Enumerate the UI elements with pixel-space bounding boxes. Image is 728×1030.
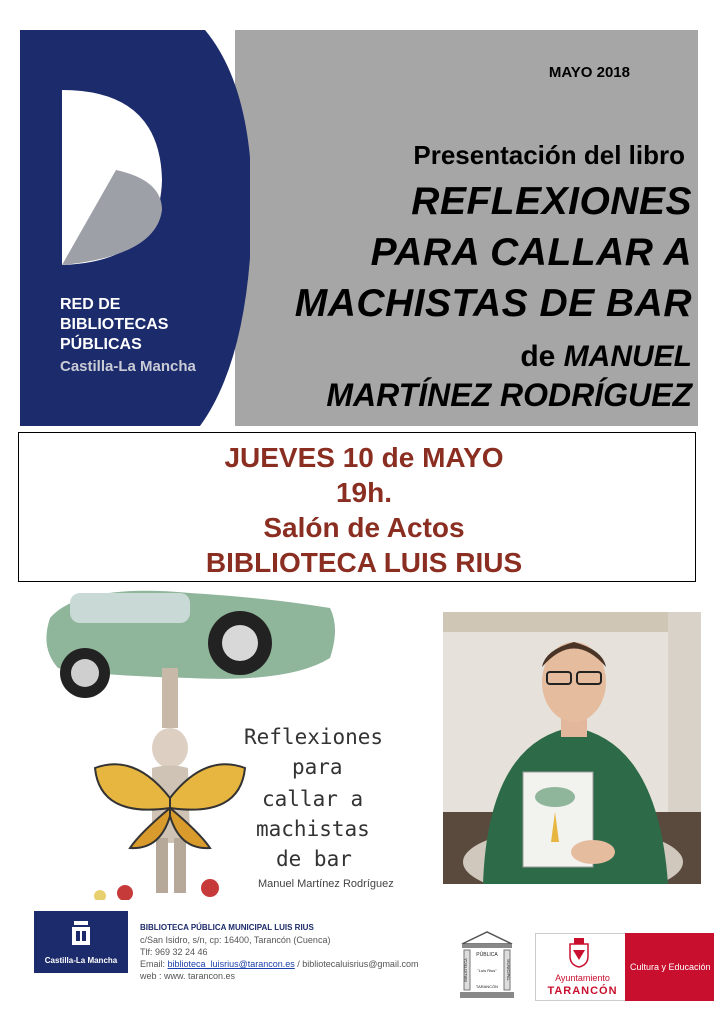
cover-title-line: Reflexiones xyxy=(244,725,384,749)
network-line: RED DE xyxy=(60,296,121,313)
cover-title-line: para xyxy=(292,755,343,779)
library-logo-center: "Luis Rius" xyxy=(477,968,497,973)
library-phone: Tlf: 969 32 24 46 xyxy=(140,947,208,957)
library-email-line xyxy=(140,958,440,970)
event-month: MAYO 2018 xyxy=(548,64,630,81)
network-name xyxy=(60,295,168,355)
ayuntamiento-label: Ayuntamiento xyxy=(555,973,610,983)
library-logo xyxy=(456,930,518,1002)
library-logo-left: BIBLIOTECA xyxy=(463,958,468,982)
email-separator: / xyxy=(294,959,303,969)
library-web: web : www. tarancon.es xyxy=(140,971,236,981)
author-photo xyxy=(443,612,701,884)
book-title-line: PARA CALLAR A xyxy=(370,231,692,274)
library-contact xyxy=(140,922,440,982)
author-surname: MARTÍNEZ RODRÍGUEZ xyxy=(326,377,692,413)
author-first-name: MANUEL xyxy=(563,340,692,373)
cover-author: Manuel Martínez Rodríguez xyxy=(258,878,394,890)
library-address: c/San Isidro, s/n, cp: 16400, Tarancón (Cuenca) xyxy=(140,935,331,945)
library-logo-right: MUNICIPAL xyxy=(506,959,511,981)
event-date: JUEVES 10 de MAYO xyxy=(224,442,504,473)
email-label: Email: xyxy=(140,959,166,969)
network-region: Castilla-La Mancha xyxy=(60,358,196,375)
cover-title-line: machistas xyxy=(256,817,370,841)
network-line: BIBLIOTECAS xyxy=(60,316,169,333)
library-name: BIBLIOTECA PÚBLICA MUNICIPAL LUIS RIUS xyxy=(140,923,314,932)
event-time: 19h. xyxy=(335,477,393,508)
email-link[interactable]: biblioteca_luisrius@tarancon.es xyxy=(167,959,295,969)
library-logo-bottom: TARANCÓN xyxy=(475,984,499,989)
book-title-line: REFLEXIONES xyxy=(411,180,692,223)
jccm-label: Castilla-La Mancha xyxy=(44,956,118,965)
library-logo-top: PÚBLICA xyxy=(476,952,498,958)
culture-label: Cultura y Educación xyxy=(630,962,711,972)
book-title-line: MACHISTAS DE BAR xyxy=(294,282,692,325)
presentation-intro: Presentación del libro xyxy=(413,140,685,170)
ayuntamiento-town: TARANCÓN xyxy=(547,985,618,997)
crest-icon xyxy=(568,938,590,968)
cover-title-line: callar a xyxy=(262,787,364,811)
event-room: Salón de Actos xyxy=(263,512,465,543)
email-secondary: bibliotecaluisrius@gmail.com xyxy=(302,959,419,969)
author-prefix: de xyxy=(520,340,556,373)
author-line xyxy=(520,340,692,374)
event-venue: BIBLIOTECA LUIS RIUS xyxy=(205,547,523,578)
network-line: PÚBLICAS xyxy=(60,336,142,353)
cover-title-line: de bar xyxy=(276,847,352,871)
